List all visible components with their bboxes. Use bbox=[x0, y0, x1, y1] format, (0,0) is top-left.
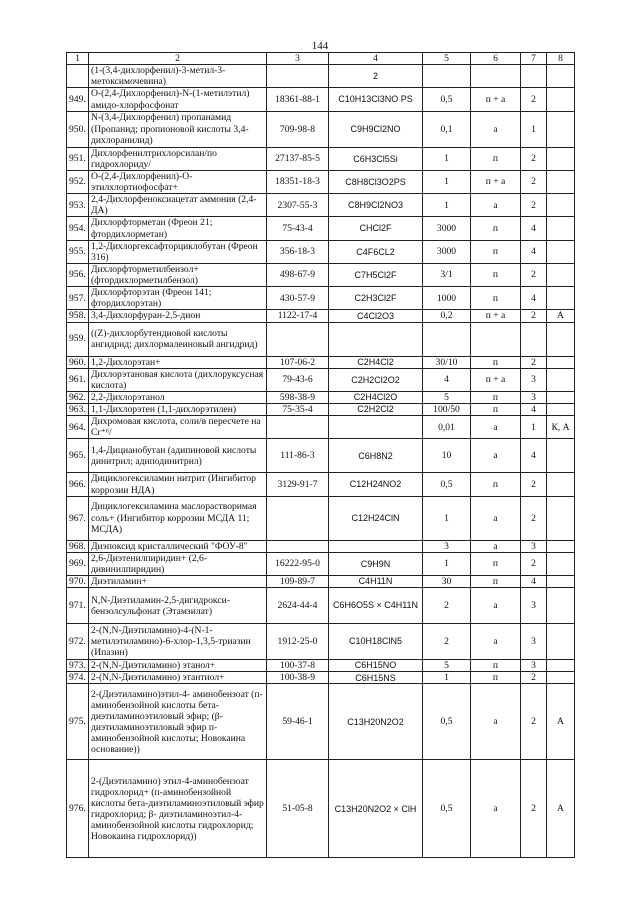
substance-name-cell: Дициклогексиламина маслорастворимая соль+ (Ингибитор коррозии МСДА 11; МСДА) bbox=[89, 496, 267, 540]
note-cell bbox=[547, 540, 575, 552]
cas-number-cell: 100-38-9 bbox=[267, 672, 329, 684]
hazard-class-cell: 2 bbox=[521, 760, 547, 858]
table-row bbox=[67, 660, 575, 672]
cas-number-cell: 107-06-2 bbox=[267, 356, 329, 368]
column-header: 2 bbox=[89, 53, 267, 65]
cas-number-cell: 498-67-9 bbox=[267, 263, 329, 286]
aggregate-state-cell: п bbox=[471, 552, 521, 575]
mpc-value-cell: 1 bbox=[423, 552, 471, 575]
mpc-value-cell: 1 bbox=[423, 672, 471, 684]
note-cell bbox=[547, 439, 575, 473]
hazard-class-cell bbox=[521, 65, 547, 88]
hazard-class-cell: 2 bbox=[521, 356, 547, 368]
table-row bbox=[67, 473, 575, 496]
mpc-value-cell bbox=[423, 65, 471, 88]
formula-cell: C6H8N2 bbox=[329, 439, 423, 473]
cas-number-cell: 1122-17-4 bbox=[267, 310, 329, 322]
row-number-cell: 955. bbox=[67, 240, 89, 263]
cas-number-cell bbox=[267, 496, 329, 540]
column-header: 6 bbox=[471, 53, 521, 65]
cas-number-cell: 3129-91-7 bbox=[267, 473, 329, 496]
hazard-class-cell: 2 bbox=[521, 194, 547, 217]
aggregate-state-cell: а bbox=[471, 496, 521, 540]
hazard-class-cell: 4 bbox=[521, 287, 547, 310]
aggregate-state-cell: п bbox=[471, 404, 521, 416]
aggregate-state-cell: п + а bbox=[471, 368, 521, 391]
note-cell bbox=[547, 88, 575, 111]
cas-number-cell: 59-46-1 bbox=[267, 684, 329, 760]
table-row bbox=[67, 552, 575, 575]
aggregate-state-cell: п bbox=[471, 391, 521, 403]
formula-cell: C9H9N bbox=[329, 552, 423, 575]
mpc-value-cell: 0,01 bbox=[423, 416, 471, 439]
note-cell: А bbox=[547, 760, 575, 858]
substance-name-cell: Дихлорфторэтан (Фреон 141; фтордихлорэтан) bbox=[89, 287, 267, 310]
note-cell bbox=[547, 496, 575, 540]
table-row bbox=[67, 356, 575, 368]
note-cell bbox=[547, 672, 575, 684]
column-header: 1 bbox=[67, 53, 89, 65]
table-row bbox=[67, 88, 575, 111]
cas-number-cell bbox=[267, 416, 329, 439]
table-row bbox=[67, 404, 575, 416]
column-header: 8 bbox=[547, 53, 575, 65]
note-cell bbox=[547, 368, 575, 391]
note-cell bbox=[547, 240, 575, 263]
aggregate-state-cell: п bbox=[471, 672, 521, 684]
row-number-cell: 972. bbox=[67, 624, 89, 660]
substance-name-cell: Диэтиламин+ bbox=[89, 576, 267, 588]
table-row bbox=[67, 147, 575, 170]
aggregate-state-cell: п bbox=[471, 473, 521, 496]
hazard-class-cell: 3 bbox=[521, 660, 547, 672]
hazard-class-cell: 2 bbox=[521, 684, 547, 760]
table-row bbox=[67, 416, 575, 439]
formula-cell: C12H24ClN bbox=[329, 496, 423, 540]
formula-cell bbox=[329, 416, 423, 439]
hazard-class-cell: 1 bbox=[521, 111, 547, 147]
row-number-cell: 976. bbox=[67, 760, 89, 858]
formula-cell: C8H8Cl3O2PS bbox=[329, 170, 423, 193]
substance-name-cell: 2,4-Дихлорфеноксиацетат аммония (2,4-ДА) bbox=[89, 194, 267, 217]
mpc-value-cell: 100/50 bbox=[423, 404, 471, 416]
hazard-class-cell: 2 bbox=[521, 672, 547, 684]
hazard-class-cell: 2 bbox=[521, 552, 547, 575]
substance-name-cell: 3,4-Дихлорфуран-2,5-дион bbox=[89, 310, 267, 322]
aggregate-state-cell bbox=[471, 65, 521, 88]
formula-cell: C4Cl2O3 bbox=[329, 310, 423, 322]
row-number-cell: 953. bbox=[67, 194, 89, 217]
table-row bbox=[67, 170, 575, 193]
mpc-value-cell: 1 bbox=[423, 194, 471, 217]
note-cell bbox=[547, 322, 575, 356]
row-number-cell: 962. bbox=[67, 391, 89, 403]
aggregate-state-cell: п + а bbox=[471, 310, 521, 322]
hazard-class-cell bbox=[521, 322, 547, 356]
table-row bbox=[67, 194, 575, 217]
mpc-value-cell: 1 bbox=[423, 496, 471, 540]
table-row bbox=[67, 496, 575, 540]
formula-cell: C9H9Cl2NO bbox=[329, 111, 423, 147]
mpc-value-cell: 4 bbox=[423, 368, 471, 391]
hazard-class-cell: 3 bbox=[521, 391, 547, 403]
formula-cell: C2H3Cl2F bbox=[329, 287, 423, 310]
mpc-value-cell: 1 bbox=[423, 147, 471, 170]
substance-name-cell: N-(3,4-Дихлорфенил) пропанамид (Пропанид; пропионовой кислоты 3,4-дихлоранилид) bbox=[89, 111, 267, 147]
cas-number-cell: 2307-55-3 bbox=[267, 194, 329, 217]
formula-cell: C6H6O5S × C4H11N bbox=[329, 588, 423, 624]
formula-cell: C2H4Cl2O bbox=[329, 391, 423, 403]
cas-number-cell: 2624-44-4 bbox=[267, 588, 329, 624]
substance-name-cell: 1,4-Дицианобутан (адипиновой кислоты динитрил; адиподинитрил) bbox=[89, 439, 267, 473]
note-cell bbox=[547, 217, 575, 240]
cas-number-cell: 100-37-8 bbox=[267, 660, 329, 672]
mpc-value-cell: 3/1 bbox=[423, 263, 471, 286]
page-number: 144 bbox=[311, 40, 329, 52]
mpc-value-cell: 2 bbox=[423, 624, 471, 660]
header-row bbox=[67, 53, 575, 65]
hazard-class-cell: 4 bbox=[521, 217, 547, 240]
mpc-value-cell: 5 bbox=[423, 660, 471, 672]
aggregate-state-cell: п bbox=[471, 240, 521, 263]
note-cell bbox=[547, 65, 575, 88]
row-number-cell: 968. bbox=[67, 540, 89, 552]
aggregate-state-cell: п + а bbox=[471, 170, 521, 193]
note-cell bbox=[547, 404, 575, 416]
formula-cell: C2H2Cl2O2 bbox=[329, 368, 423, 391]
row-number-cell: 973. bbox=[67, 660, 89, 672]
cas-number-cell: 75-35-4 bbox=[267, 404, 329, 416]
row-number-cell: 975. bbox=[67, 684, 89, 760]
hazard-class-cell: 2 bbox=[521, 473, 547, 496]
mpc-value-cell: 30/10 bbox=[423, 356, 471, 368]
hazard-class-cell: 1 bbox=[521, 416, 547, 439]
row-number-cell: 965. bbox=[67, 439, 89, 473]
cas-number-cell: 51-05-8 bbox=[267, 760, 329, 858]
hazard-class-cell: 2 bbox=[521, 88, 547, 111]
note-cell bbox=[547, 287, 575, 310]
cas-number-cell bbox=[267, 540, 329, 552]
cas-number-cell bbox=[267, 65, 329, 88]
note-cell bbox=[547, 263, 575, 286]
substance-name-cell: 2-(N,N-Диэтиламино) этанол+ bbox=[89, 660, 267, 672]
mpc-value-cell: 5 bbox=[423, 391, 471, 403]
mpc-value-cell: 1 bbox=[423, 170, 471, 193]
formula-cell: C13H20N2O2 × ClH bbox=[329, 760, 423, 858]
table-row bbox=[67, 684, 575, 760]
mpc-value-cell: 3000 bbox=[423, 240, 471, 263]
hazard-class-cell: 4 bbox=[521, 576, 547, 588]
table-row bbox=[67, 760, 575, 858]
cas-number-cell: 111-86-3 bbox=[267, 439, 329, 473]
cas-number-cell: 598-38-9 bbox=[267, 391, 329, 403]
substance-name-cell: 2-(N,N-Диэтиламино)-4-(N-1-метилэтиламино)-6-хлор-1,3,5-триазин (Ипазин) bbox=[89, 624, 267, 660]
substance-name-cell: 2,6-Диэтенилпиридин+ (2,6-дивинилпиридин) bbox=[89, 552, 267, 575]
note-cell bbox=[547, 576, 575, 588]
substance-name-cell: 1,2-Дихлоргексафторциклобутан (Фреон 316) bbox=[89, 240, 267, 263]
hazard-class-cell: 4 bbox=[521, 240, 547, 263]
substance-name-cell: О-(2,4-Дихлорфенил)-N-(1-метилэтил) амидо-хлорфосфонат bbox=[89, 88, 267, 111]
table-row bbox=[67, 576, 575, 588]
hazard-class-cell: 2 bbox=[521, 263, 547, 286]
aggregate-state-cell: а bbox=[471, 194, 521, 217]
table-row bbox=[67, 624, 575, 660]
aggregate-state-cell: а bbox=[471, 439, 521, 473]
aggregate-state-cell: п bbox=[471, 660, 521, 672]
row-number-cell: 956. bbox=[67, 263, 89, 286]
note-cell bbox=[547, 624, 575, 660]
formula-cell bbox=[329, 322, 423, 356]
row-number-cell: 949. bbox=[67, 88, 89, 111]
substance-name-cell: Дихлорэтановая кислота (дихлоруксусная кислота) bbox=[89, 368, 267, 391]
mpc-value-cell: 0,2 bbox=[423, 310, 471, 322]
mpc-value-cell: 10 bbox=[423, 439, 471, 473]
substance-name-cell: N,N-Диэтиламин-2,5-дигидрокси-бензолсульфонат (Этамзилат) bbox=[89, 588, 267, 624]
row-number-cell: 954. bbox=[67, 217, 89, 240]
hazard-class-cell: 2 bbox=[521, 170, 547, 193]
column-header: 5 bbox=[423, 53, 471, 65]
formula-cell bbox=[329, 540, 423, 552]
row-number-cell: 957. bbox=[67, 287, 89, 310]
mpc-value-cell: 0,5 bbox=[423, 88, 471, 111]
row-number-cell bbox=[67, 65, 89, 88]
cas-number-cell: 709-98-8 bbox=[267, 111, 329, 147]
note-cell bbox=[547, 356, 575, 368]
table-row bbox=[67, 391, 575, 403]
note-cell: А bbox=[547, 684, 575, 760]
column-header: 4 bbox=[329, 53, 423, 65]
formula-cell: C6H15NO bbox=[329, 660, 423, 672]
row-number-cell: 952. bbox=[67, 170, 89, 193]
aggregate-state-cell: а bbox=[471, 416, 521, 439]
formula-cell: C2H4Cl2 bbox=[329, 356, 423, 368]
aggregate-state-cell: п bbox=[471, 576, 521, 588]
cas-number-cell: 79-43-6 bbox=[267, 368, 329, 391]
row-number-cell: 970. bbox=[67, 576, 89, 588]
row-number-cell: 974. bbox=[67, 672, 89, 684]
note-cell bbox=[547, 147, 575, 170]
substances-table bbox=[66, 52, 575, 858]
mpc-value-cell: 30 bbox=[423, 576, 471, 588]
formula-cell: C10H18ClN5 bbox=[329, 624, 423, 660]
note-cell: А bbox=[547, 310, 575, 322]
substance-name-cell: 2-(Диэтиламино)этил-4- аминобензоат (п-аминобензойной кислоты бета-диэтиламиноэтиловый эфир; (β-диэтиламиноэтиловый эфир п-аминобензойной кислоты; Новокаина основание)) bbox=[89, 684, 267, 760]
hazard-class-cell: 2 bbox=[521, 496, 547, 540]
aggregate-state-cell: п bbox=[471, 356, 521, 368]
aggregate-state-cell: п bbox=[471, 263, 521, 286]
mpc-value-cell: 0,5 bbox=[423, 760, 471, 858]
cas-number-cell: 109-89-7 bbox=[267, 576, 329, 588]
table-row bbox=[67, 65, 575, 88]
row-number-cell: 950. bbox=[67, 111, 89, 147]
mpc-value-cell: 1000 bbox=[423, 287, 471, 310]
row-number-cell: 964. bbox=[67, 416, 89, 439]
table-row bbox=[67, 310, 575, 322]
row-number-cell: 969. bbox=[67, 552, 89, 575]
hazard-class-cell: 3 bbox=[521, 368, 547, 391]
mpc-value-cell: 0,5 bbox=[423, 473, 471, 496]
note-cell: К, А bbox=[547, 416, 575, 439]
mpc-value-cell bbox=[423, 322, 471, 356]
hazard-class-cell: 2 bbox=[521, 147, 547, 170]
cas-number-cell: 27137-85-5 bbox=[267, 147, 329, 170]
substance-name-cell: Диэпоксид кристаллический "ФОУ-8" bbox=[89, 540, 267, 552]
substance-name-cell: (1-(3,4-дихлорфенил)-3-метил-3-метоксимочевина) bbox=[89, 65, 267, 88]
substance-name-cell: Дихлорфторметилбензол+ (фтордихлорметилбензол) bbox=[89, 263, 267, 286]
mpc-value-cell: 3 bbox=[423, 540, 471, 552]
row-number-cell: 960. bbox=[67, 356, 89, 368]
substance-name-cell: 2-(Диэтиламино) этил-4-аминобензоат гидрохлорид+ (п-аминобензойной кислоты бета-диэтиламиноэтиловый эфир гидрохлорид; β- диэтиламиноэтил-4-аминобензойной кислоты гидрохлорид; Новокаина гидрохлорид)) bbox=[89, 760, 267, 858]
aggregate-state-cell: а bbox=[471, 684, 521, 760]
substance-name-cell: 1,1-Дихлорэтен (1,1-дихлорэтилен) bbox=[89, 404, 267, 416]
table-row bbox=[67, 111, 575, 147]
substance-name-cell: Дихлорфторметан (Фреон 21; фтордихлорметан) bbox=[89, 217, 267, 240]
note-cell bbox=[547, 588, 575, 624]
aggregate-state-cell: а bbox=[471, 540, 521, 552]
cas-number-cell: 356-18-3 bbox=[267, 240, 329, 263]
formula-cell: C10H13Cl3NO PS bbox=[329, 88, 423, 111]
aggregate-state-cell: а bbox=[471, 111, 521, 147]
formula-cell: C6H3Cl5Si bbox=[329, 147, 423, 170]
column-header: 7 bbox=[521, 53, 547, 65]
cas-number-cell: 1912-25-0 bbox=[267, 624, 329, 660]
formula-cell: C8H9Cl2NO3 bbox=[329, 194, 423, 217]
substance-name-cell: 1,2-Дихлорэтан+ bbox=[89, 356, 267, 368]
row-number-cell: 967. bbox=[67, 496, 89, 540]
cas-number-cell: 430-57-9 bbox=[267, 287, 329, 310]
aggregate-state-cell: а bbox=[471, 760, 521, 858]
hazard-class-cell: 2 bbox=[521, 310, 547, 322]
table-row bbox=[67, 240, 575, 263]
note-cell bbox=[547, 194, 575, 217]
cas-number-cell: 75-43-4 bbox=[267, 217, 329, 240]
hazard-class-cell: 4 bbox=[521, 439, 547, 473]
aggregate-state-cell: п bbox=[471, 287, 521, 310]
table-row bbox=[67, 672, 575, 684]
formula-cell: C12H24NO2 bbox=[329, 473, 423, 496]
formula-cell: C13H20N2O2 bbox=[329, 684, 423, 760]
column-header: 3 bbox=[267, 53, 329, 65]
hazard-class-cell: 3 bbox=[521, 624, 547, 660]
table-row bbox=[67, 217, 575, 240]
row-number-cell: 963. bbox=[67, 404, 89, 416]
substance-name-cell: 2,2-Дихлорэтанол bbox=[89, 391, 267, 403]
mpc-value-cell: 2 bbox=[423, 588, 471, 624]
cas-number-cell: 18351-18-3 bbox=[267, 170, 329, 193]
aggregate-state-cell: а bbox=[471, 624, 521, 660]
table-row bbox=[67, 540, 575, 552]
formula-cell: C6H15NS bbox=[329, 672, 423, 684]
aggregate-state-cell: п bbox=[471, 217, 521, 240]
mpc-value-cell: 3000 bbox=[423, 217, 471, 240]
cas-number-cell: 18361-88-1 bbox=[267, 88, 329, 111]
row-number-cell: 966. bbox=[67, 473, 89, 496]
formula-cell: 2 bbox=[329, 65, 423, 88]
row-number-cell: 951. bbox=[67, 147, 89, 170]
hazard-class-cell: 3 bbox=[521, 588, 547, 624]
cas-number-cell: 16222-95-0 bbox=[267, 552, 329, 575]
table-row bbox=[67, 439, 575, 473]
table-row bbox=[67, 588, 575, 624]
note-cell bbox=[547, 111, 575, 147]
mpc-value-cell: 0,5 bbox=[423, 684, 471, 760]
substance-name-cell: 2-(N,N-Диэтиламино) этантиол+ bbox=[89, 672, 267, 684]
row-number-cell: 959. bbox=[67, 322, 89, 356]
hazard-class-cell: 3 bbox=[521, 540, 547, 552]
note-cell bbox=[547, 170, 575, 193]
table-row bbox=[67, 263, 575, 286]
aggregate-state-cell: а bbox=[471, 588, 521, 624]
row-number-cell: 958. bbox=[67, 310, 89, 322]
note-cell bbox=[547, 660, 575, 672]
formula-cell: C2H2Cl2 bbox=[329, 404, 423, 416]
row-number-cell: 971. bbox=[67, 588, 89, 624]
substance-name-cell: О-(2,4-Дихлорфенил)-О-этилхлортиофосфат+ bbox=[89, 170, 267, 193]
note-cell bbox=[547, 391, 575, 403]
formula-cell: C7H5Cl2F bbox=[329, 263, 423, 286]
table-row bbox=[67, 287, 575, 310]
table-body bbox=[67, 65, 575, 858]
formula-cell: CHCl2F bbox=[329, 217, 423, 240]
substance-name-cell: ((Z)-дихлорбутендиовой кислоты ангидрид; дихлормалеиновый ангидрид) bbox=[89, 322, 267, 356]
hazard-class-cell: 4 bbox=[521, 404, 547, 416]
row-number-cell: 961. bbox=[67, 368, 89, 391]
formula-cell: C4F6CL2 bbox=[329, 240, 423, 263]
substance-name-cell: Дихромовая кислота, соли/в пересчете на Cr⁺⁶/ bbox=[89, 416, 267, 439]
table-row bbox=[67, 368, 575, 391]
mpc-value-cell: 0,1 bbox=[423, 111, 471, 147]
formula-cell: C4H11N bbox=[329, 576, 423, 588]
aggregate-state-cell: п bbox=[471, 147, 521, 170]
note-cell bbox=[547, 552, 575, 575]
substance-name-cell: Дициклогексиламин нитрит (Ингибитор коррозии НДА) bbox=[89, 473, 267, 496]
substance-name-cell: Дихлорфенилтрихлорсилан/по гидрохлориду/ bbox=[89, 147, 267, 170]
aggregate-state-cell bbox=[471, 322, 521, 356]
cas-number-cell bbox=[267, 322, 329, 356]
table-row bbox=[67, 322, 575, 356]
note-cell bbox=[547, 473, 575, 496]
aggregate-state-cell: п + а bbox=[471, 88, 521, 111]
